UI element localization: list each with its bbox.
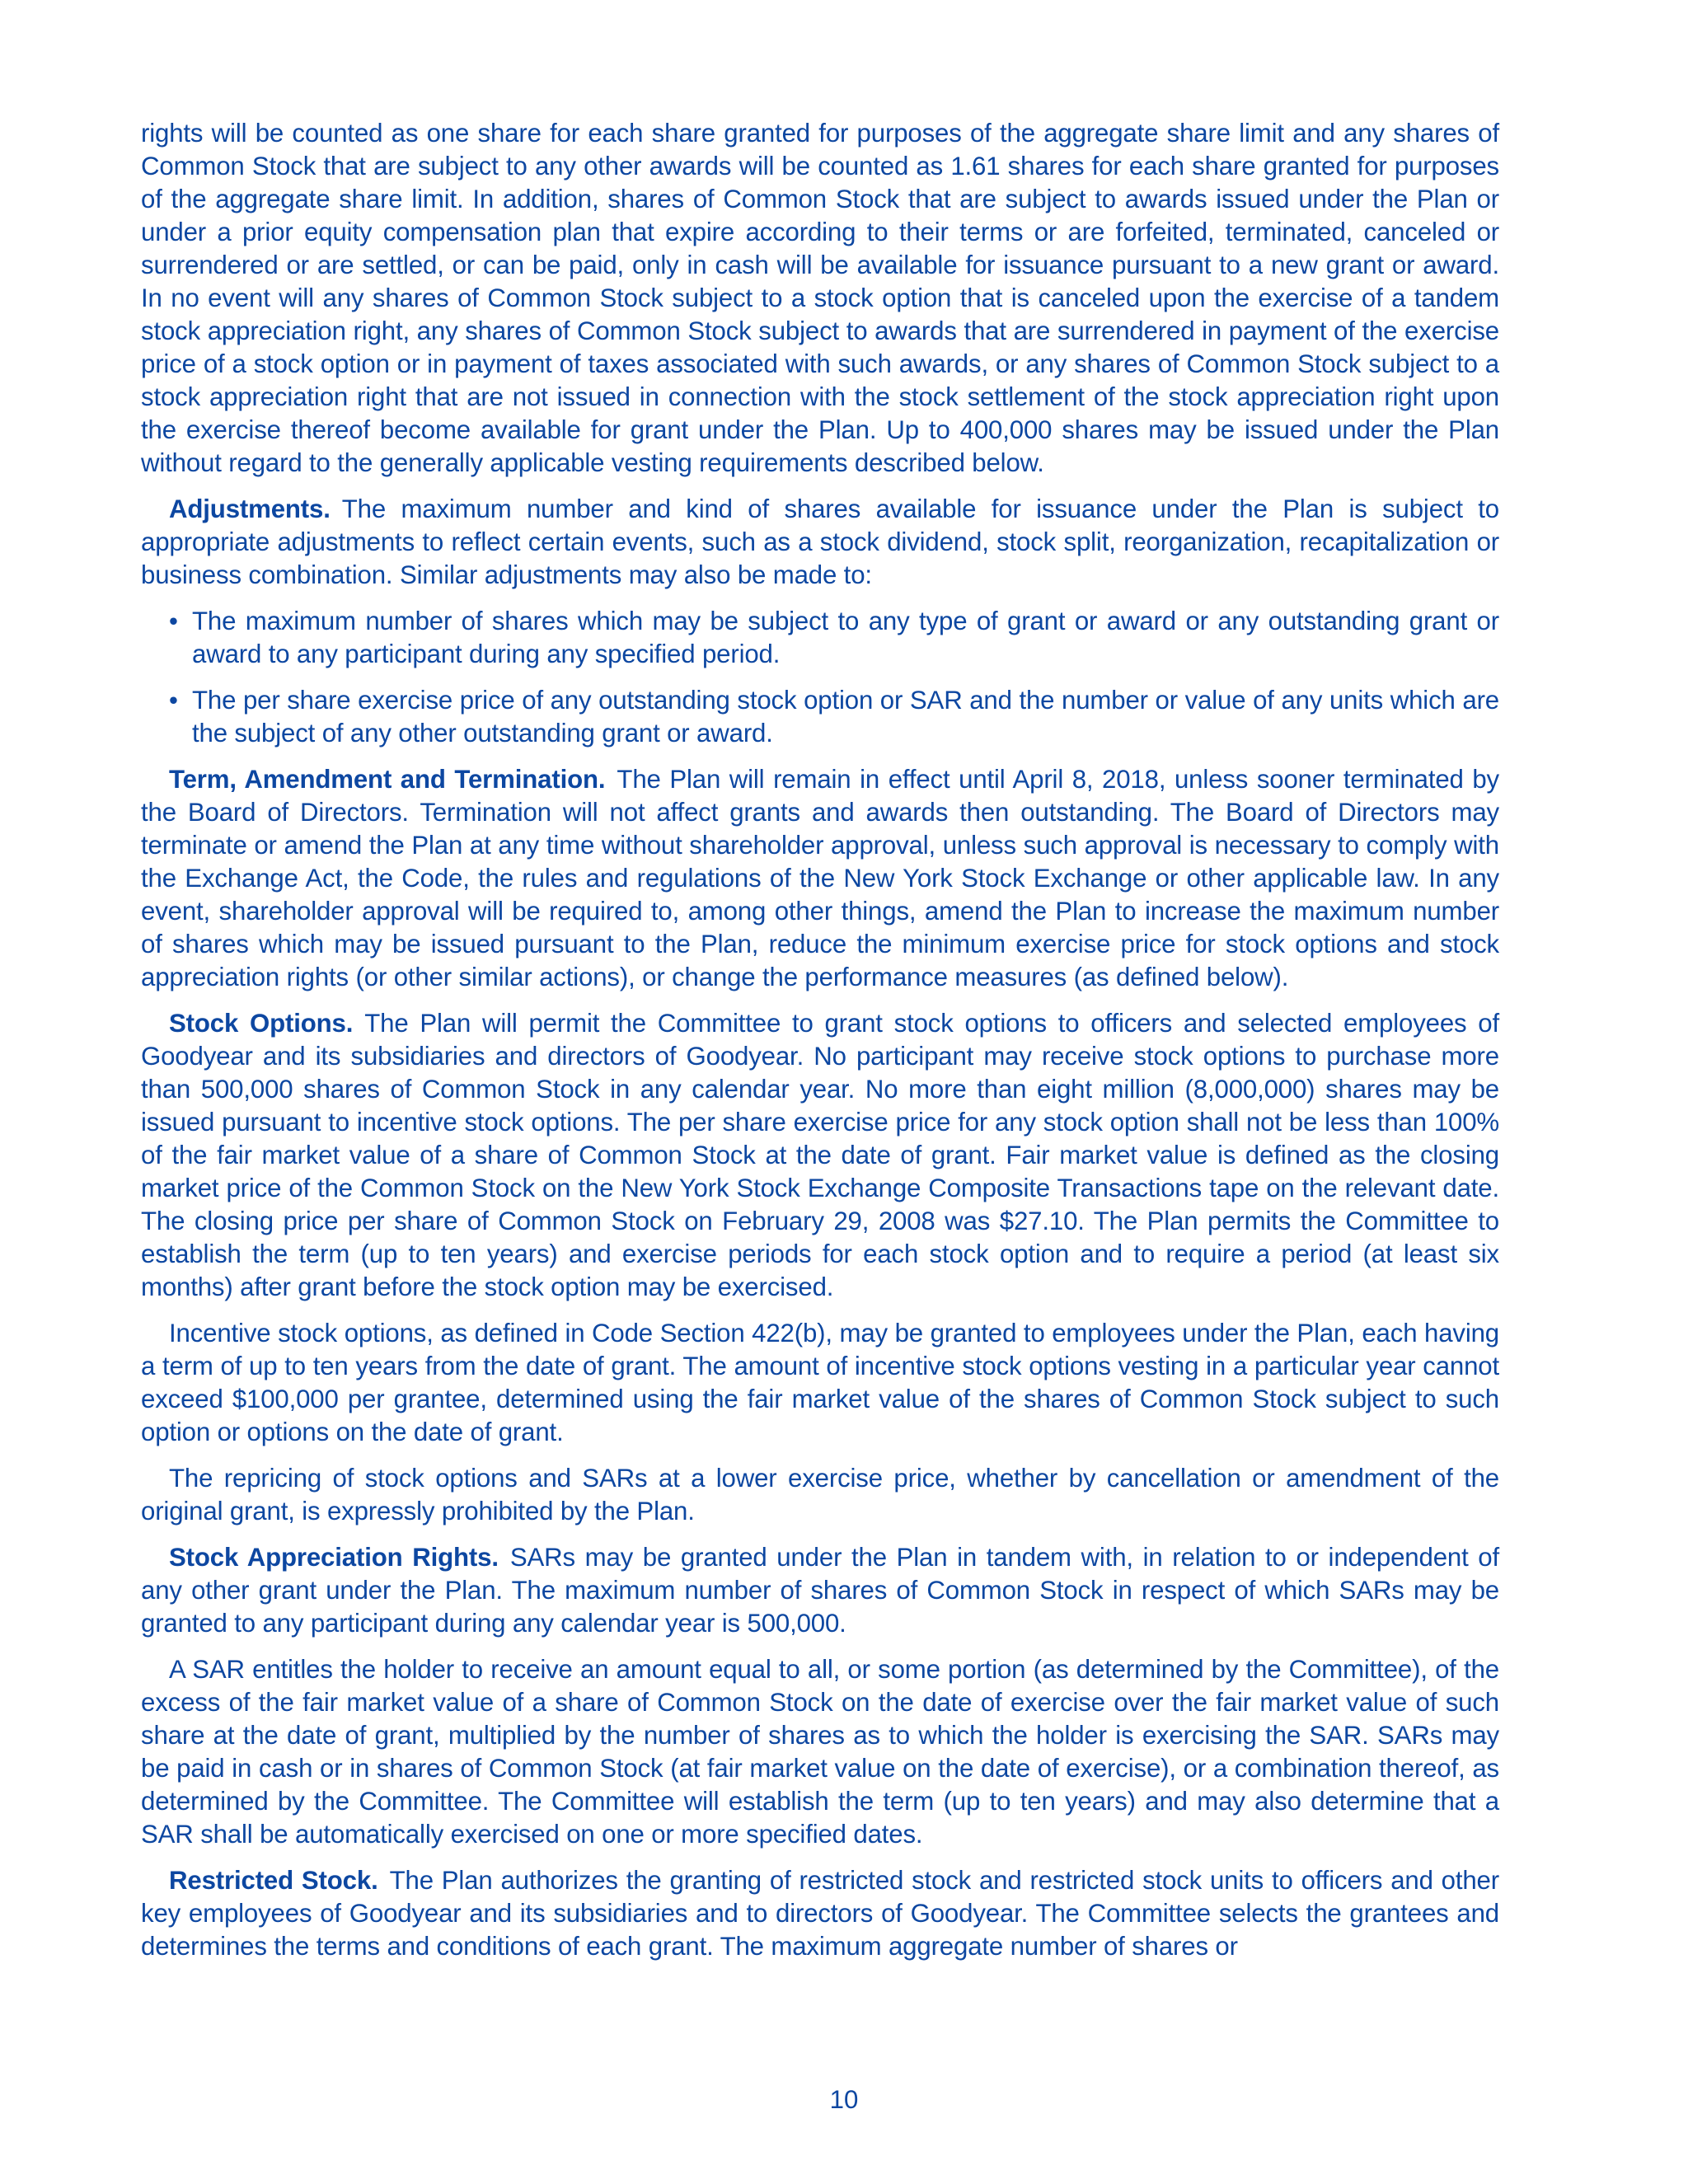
incentive-options-paragraph: Incentive stock options, as defined in Code Section 422(b), may be granted to employees under the Plan, each having a term of up to ten years from the date of grant. The amount of incentive stock options vesting in a particular year cannot exceed $100,000 per grantee, determined using the fair market value of the shares of Common Stock subject to such option or options on the date of grant. (141, 1319, 1499, 1446)
sars-paragraph (141, 1541, 1499, 1640)
adjustments-heading: Adjustments. (169, 494, 331, 523)
stock-options-heading: Stock Options. (169, 1009, 354, 1038)
bullet-text: The per share exercise price of any outstanding stock option or SAR and the number or value of any units which are the subject of any other outstanding grant or award. (192, 686, 1499, 748)
list-item (141, 684, 1499, 750)
adjustments-bullet-list (141, 605, 1499, 750)
restricted-stock-heading: Restricted Stock. (169, 1866, 378, 1895)
adjustments-text: The maximum number and kind of shares available for issuance under the Plan is subject to appropriate adjustments to reflect certain events, such as a stock dividend, stock split, reorganization, recapitalization or business combination. Similar adjustments may also be made to: (141, 494, 1499, 589)
stock-options-paragraph (141, 1007, 1499, 1304)
sars-heading: Stock Appreciation Rights. (169, 1543, 499, 1572)
repricing-paragraph: The repricing of stock options and SARs at a lower exercise price, whether by cancellation or amendment of the original grant, is expressly prohibited by the Plan. (141, 1464, 1499, 1526)
adjustments-paragraph (141, 493, 1499, 592)
intro-paragraph: rights will be counted as one share for each share granted for purposes of the aggregate share limit and any shares of Common Stock that are subject to any other awards will be counted as 1.61 shares for each share granted for purposes of the aggregate share limit. In addition, shares of Common Stock that are subject to awards issued under the Plan or under a prior equity compensation plan that expire according to their terms or are forfeited, terminated, canceled or surrendered or are settled, or can be paid, only in cash will be available for issuance pursuant to a new grant or award. In no event will any shares of Common Stock subject to a stock option that is canceled upon the exercise of a tandem stock appreciation right, any shares of Common Stock subject to awards that are surrendered in payment of the exercise price of a stock option or in payment of taxes associated with such awards, or any shares of Common Stock subject to a stock appreciation right that are not issued in connection with the stock settlement of the stock appreciation right upon the exercise thereof become available for grant under the Plan. Up to 400,000 shares may be issued under the Plan without regard to the generally applicable vesting requirements described below. (141, 119, 1499, 477)
restricted-stock-paragraph (141, 1864, 1499, 1963)
sar-entitlement-paragraph: A SAR entitles the holder to receive an amount equal to all, or some portion (as determined by the Committee), of the excess of the fair market value of a share of Common Stock on the date of exercise over the fair market value of such share at the date of grant, multiplied by the number of shares as to which the holder is exercising the SAR. SARs may be paid in cash or in shares of Common Stock (at fair market value on the date of exercise), or a combination thereof, as determined by the Committee. The Committee will establish the term (up to ten years) and may also determine that a SAR shall be automatically exercised on one or more specified dates. (141, 1655, 1499, 1849)
stock-options-text: The Plan will permit the Committee to grant stock options to officers and selected employees of Goodyear and its subsidiaries and directors of Goodyear. No participant may receive stock options to purchase more than 500,000 shares of Common Stock in any calendar year. No more than eight million (8,000,000) shares may be issued pursuant to incentive stock options. The per share exercise price for any stock option shall not be less than 100% of the fair market value of a share of Common Stock at the date of grant. Fair market value is defined as the closing market price of the Common Stock on the New York Stock Exchange Composite Transactions tape on the relevant date. The closing price per share of Common Stock on February 29, 2008 was $27.10. The Plan permits the Committee to establish the term (up to ten years) and exercise periods for each stock option and to require a period (at least six months) after grant before the stock option may be exercised. (141, 1009, 1499, 1301)
term-text: The Plan will remain in effect until April 8, 2018, unless sooner terminated by the Board of Directors. Termination will not affect grants and awards then outstanding. The Board of Directors may terminate or amend the Plan at any time without shareholder approval, unless such approval is necessary to comply with the Exchange Act, the Code, the rules and regulations of the New York Stock Exchange or other applicable law. In any event, shareholder approval will be required to, among other things, amend the Plan to increase the maximum number of shares which may be issued pursuant to the Plan, reduce the minimum exercise price for stock options and stock appreciation rights (or other similar actions), or change the performance measures (as defined below). (141, 765, 1499, 991)
term-heading: Term, Amendment and Termination. (169, 765, 606, 794)
page-number: 10 (829, 2085, 859, 2114)
bullet-icon: • (169, 607, 178, 635)
sars-text: SARs may be granted under the Plan in tandem with, in relation to or independent of any other grant under the Plan. The maximum number of shares of Common Stock in respect of which SARs may be granted to any participant during any calendar year is 500,000. (141, 1543, 1499, 1638)
term-paragraph (141, 763, 1499, 994)
list-item (141, 605, 1499, 671)
document-page (141, 117, 1499, 1976)
bullet-icon: • (169, 686, 178, 715)
restricted-stock-text: The Plan authorizes the granting of restricted stock and restricted stock units to officers and other key employees of Goodyear and its subsidiaries and to directors of Goodyear. The Committee selects the grantees and determines the terms and conditions of each grant. The maximum aggregate number of shares or (141, 1866, 1499, 1961)
bullet-text: The maximum number of shares which may be subject to any type of grant or award or any outstanding grant or award to any participant during any specified period. (192, 607, 1499, 668)
